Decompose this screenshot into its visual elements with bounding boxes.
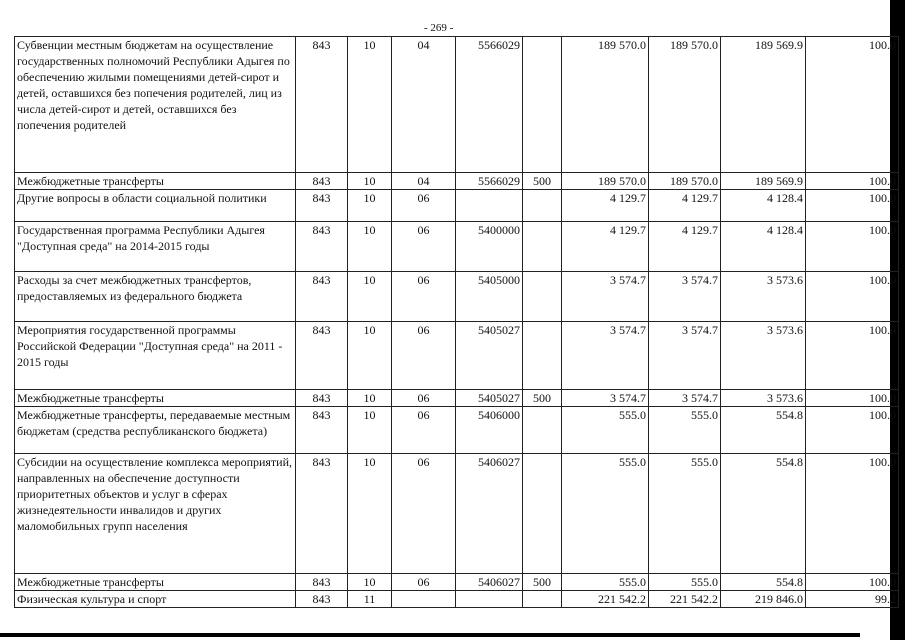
scan-border-bottom [0, 633, 860, 637]
row-ved: 843 [296, 390, 348, 407]
row-subsection: 04 [392, 173, 456, 190]
row-name: Мероприятия государственной программы Российской Федерации "Доступная среда" на 2011 - 2015 годы [15, 322, 296, 390]
row-plan-refined: 189 570.0 [649, 37, 721, 173]
row-section: 10 [348, 390, 392, 407]
table-row [15, 190, 899, 222]
row-section: 10 [348, 222, 392, 272]
row-subsection: 06 [392, 390, 456, 407]
row-plan-approved: 555.0 [562, 574, 649, 591]
row-executed: 554.8 [721, 407, 806, 454]
row-percent: 100.0 [806, 222, 899, 272]
row-target-article: 5405027 [456, 390, 523, 407]
row-plan-approved: 4 129.7 [562, 190, 649, 222]
row-target-article: 5400000 [456, 222, 523, 272]
row-section: 10 [348, 37, 392, 173]
row-subsection: 06 [392, 222, 456, 272]
row-section: 10 [348, 173, 392, 190]
row-ved: 843 [296, 190, 348, 222]
row-plan-refined: 555.0 [649, 574, 721, 591]
row-expense-type [523, 272, 562, 322]
row-name: Субвенции местным бюджетам на осуществление государственных полномочий Республики Адыгея по обеспечению жилыми помещениями детей-сирот и детей, оставшихся без попечения родителей, лиц из числа детей-сирот и детей, оставшихся без попечения родителей [15, 37, 296, 173]
row-executed: 3 573.6 [721, 322, 806, 390]
row-target-article: 5405000 [456, 272, 523, 322]
row-target-article: 5406000 [456, 407, 523, 454]
row-subsection: 06 [392, 190, 456, 222]
row-plan-approved: 189 570.0 [562, 173, 649, 190]
row-percent: 100.0 [806, 272, 899, 322]
row-target-article: 5406027 [456, 454, 523, 574]
row-plan-refined: 555.0 [649, 407, 721, 454]
row-name: Государственная программа Республики Адыгея "Доступная среда" на 2014-2015 годы [15, 222, 296, 272]
row-name: Физическая культура и спорт [15, 591, 296, 608]
row-executed: 189 569.9 [721, 173, 806, 190]
row-executed: 4 128.4 [721, 222, 806, 272]
table-row [15, 591, 899, 608]
row-plan-refined: 189 570.0 [649, 173, 721, 190]
row-ved: 843 [296, 272, 348, 322]
row-name: Другие вопросы в области социальной политики [15, 190, 296, 222]
row-executed: 3 573.6 [721, 390, 806, 407]
row-name: Межбюджетные трансферты [15, 173, 296, 190]
row-name: Межбюджетные трансферты, передаваемые местным бюджетам (средства республиканского бюджета) [15, 407, 296, 454]
row-name: Межбюджетные трансферты [15, 390, 296, 407]
row-plan-refined: 3 574.7 [649, 390, 721, 407]
row-plan-approved: 3 574.7 [562, 322, 649, 390]
row-plan-approved: 189 570.0 [562, 37, 649, 173]
row-expense-type: 500 [523, 173, 562, 190]
row-ved: 843 [296, 222, 348, 272]
row-ved: 843 [296, 454, 348, 574]
row-percent: 100.0 [806, 173, 899, 190]
row-name: Межбюджетные трансферты [15, 574, 296, 591]
row-plan-approved: 4 129.7 [562, 222, 649, 272]
row-subsection [392, 591, 456, 608]
table-row [15, 322, 899, 390]
row-section: 11 [348, 591, 392, 608]
table-row [15, 173, 899, 190]
row-target-article: 5566029 [456, 173, 523, 190]
row-executed: 219 846.0 [721, 591, 806, 608]
row-expense-type [523, 222, 562, 272]
row-plan-approved: 3 574.7 [562, 272, 649, 322]
budget-table [14, 36, 899, 608]
row-executed: 3 573.6 [721, 272, 806, 322]
table-row [15, 222, 899, 272]
row-executed: 4 128.4 [721, 190, 806, 222]
row-percent: 100.0 [806, 322, 899, 390]
row-percent: 100.0 [806, 407, 899, 454]
row-expense-type [523, 322, 562, 390]
row-plan-refined: 221 542.2 [649, 591, 721, 608]
page-number: - 269 - [424, 22, 454, 34]
row-plan-approved: 3 574.7 [562, 390, 649, 407]
row-plan-refined: 3 574.7 [649, 272, 721, 322]
row-section: 10 [348, 407, 392, 454]
row-plan-refined: 4 129.7 [649, 190, 721, 222]
row-expense-type [523, 190, 562, 222]
row-subsection: 06 [392, 407, 456, 454]
row-target-article [456, 591, 523, 608]
row-section: 10 [348, 190, 392, 222]
row-percent: 100.0 [806, 190, 899, 222]
row-expense-type: 500 [523, 574, 562, 591]
row-percent: 100.0 [806, 574, 899, 591]
row-plan-refined: 3 574.7 [649, 322, 721, 390]
row-subsection: 06 [392, 454, 456, 574]
row-subsection: 04 [392, 37, 456, 173]
row-target-article: 5405027 [456, 322, 523, 390]
row-executed: 189 569.9 [721, 37, 806, 173]
table-row [15, 272, 899, 322]
budget-table-body [15, 37, 899, 608]
table-row [15, 574, 899, 591]
row-plan-refined: 555.0 [649, 454, 721, 574]
table-row [15, 407, 899, 454]
row-section: 10 [348, 454, 392, 574]
row-percent: 100.0 [806, 454, 899, 574]
row-expense-type [523, 454, 562, 574]
table-row [15, 454, 899, 574]
row-ved: 843 [296, 322, 348, 390]
row-plan-approved: 221 542.2 [562, 591, 649, 608]
row-target-article: 5406027 [456, 574, 523, 591]
row-ved: 843 [296, 37, 348, 173]
row-executed: 554.8 [721, 574, 806, 591]
row-expense-type [523, 407, 562, 454]
row-section: 10 [348, 322, 392, 390]
row-percent: 100.0 [806, 390, 899, 407]
row-expense-type [523, 591, 562, 608]
row-expense-type [523, 37, 562, 173]
row-ved: 843 [296, 407, 348, 454]
row-plan-approved: 555.0 [562, 407, 649, 454]
row-percent: 100.0 [806, 37, 899, 173]
table-row [15, 37, 899, 173]
table-row [15, 390, 899, 407]
row-subsection: 06 [392, 322, 456, 390]
row-expense-type: 500 [523, 390, 562, 407]
row-ved: 843 [296, 574, 348, 591]
row-ved: 843 [296, 591, 348, 608]
row-name: Субсидии на осуществление комплекса мероприятий, направленных на обеспечение доступности приоритетных объектов и услуг в сферах жизнедеятельности инвалидов и других маломобильных групп населения [15, 454, 296, 574]
row-name: Расходы за счет межбюджетных трансфертов, предоставляемых из федерального бюджета [15, 272, 296, 322]
row-subsection: 06 [392, 272, 456, 322]
row-subsection: 06 [392, 574, 456, 591]
row-section: 10 [348, 272, 392, 322]
row-section: 10 [348, 574, 392, 591]
row-ved: 843 [296, 173, 348, 190]
row-target-article: 5566029 [456, 37, 523, 173]
row-plan-approved: 555.0 [562, 454, 649, 574]
row-percent: 99.2 [806, 591, 899, 608]
row-executed: 554.8 [721, 454, 806, 574]
row-target-article [456, 190, 523, 222]
row-plan-refined: 4 129.7 [649, 222, 721, 272]
